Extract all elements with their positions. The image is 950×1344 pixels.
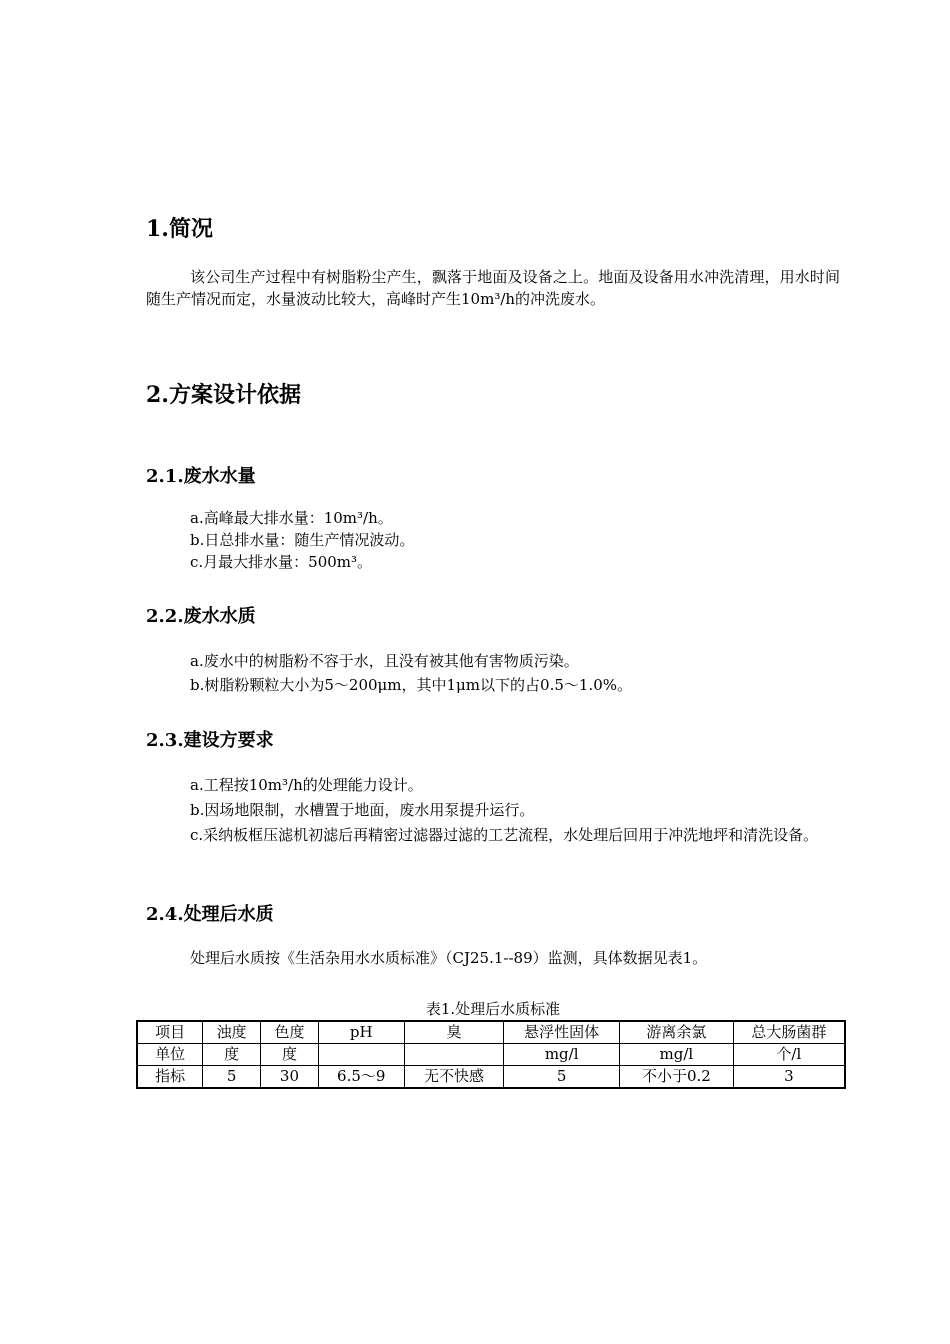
table-cell: 5	[203, 1066, 261, 1089]
section-2-2-item-a: a.废水中的树脂粉不容于水，且没有被其他有害物质污染。	[190, 652, 579, 670]
section-2-1-item-a: a.高峰最大排水量：10m³/h。	[190, 509, 393, 527]
section-2-3-item-a: a.工程按10m³/h的处理能力设计。	[190, 776, 423, 794]
table-cell: 浊度	[203, 1021, 261, 1044]
section-2-3-item-c: c.采纳板框压滤机初滤后再精密过滤器过滤的工艺流程，水处理后回用于冲洗地坪和清洗设备。	[190, 826, 819, 844]
section-2-1-item-c: c.月最大排水量：500m³。	[190, 553, 373, 571]
table-cell: 臭	[404, 1021, 504, 1044]
table-row	[137, 1021, 845, 1044]
table-cell: 总大肠菌群	[733, 1021, 845, 1044]
table-caption: 表1.处理后水质标准	[425, 1000, 561, 1018]
table-cell: 5	[504, 1066, 620, 1089]
table-row	[137, 1044, 845, 1066]
section-2-3-item-b: b.因场地限制，水槽置于地面，废水用泵提升运行。	[190, 801, 535, 819]
water-quality-table	[136, 1020, 846, 1089]
table-cell: 30	[261, 1066, 319, 1089]
section-1-title: 1.简况	[146, 216, 213, 242]
table-cell: mg/l	[504, 1044, 620, 1066]
table-cell: 指标	[137, 1066, 203, 1089]
table-cell	[404, 1044, 504, 1066]
section-2-2-title: 2.2.废水水质	[146, 606, 256, 627]
table-cell: 悬浮性固体	[504, 1021, 620, 1044]
table-cell: 游离余氯	[620, 1021, 734, 1044]
section-2-title: 2.方案设计依据	[146, 382, 301, 408]
table-row	[137, 1066, 845, 1089]
section-2-3-title: 2.3.建设方要求	[146, 730, 274, 751]
table-cell: mg/l	[620, 1044, 734, 1066]
section-2-1-item-b: b.日总排水量：随生产情况波动。	[190, 531, 415, 549]
table-cell: 单位	[137, 1044, 203, 1066]
section-2-2-item-b: b.树脂粉颗粒大小为5～200μm，其中1μm以下的占0.5～1.0%。	[190, 676, 632, 694]
section-1-paragraph: 该公司生产过程中有树脂粉尘产生，飘落于地面及设备之上。地面及设备用水冲洗清理，用水时间随生产情况而定，水量波动比较大，高峰时产生10m³/h的冲洗废水。	[146, 268, 840, 308]
table-cell: 不小于0.2	[620, 1066, 734, 1089]
table-cell: 项目	[137, 1021, 203, 1044]
table-cell: pH	[318, 1021, 404, 1044]
section-2-1-title: 2.1.废水水量	[146, 466, 256, 487]
section-2-4-title: 2.4.处理后水质	[146, 904, 274, 925]
table-cell: 6.5～9	[318, 1066, 404, 1089]
table-cell: 色度	[261, 1021, 319, 1044]
table-cell: 度	[261, 1044, 319, 1066]
table-cell: 无不快感	[404, 1066, 504, 1089]
section-2-4-paragraph: 处理后水质按《生活杂用水水质标准》（CJ25.1--89）监测，具体数据见表1。	[190, 949, 708, 967]
table-cell: 3	[733, 1066, 845, 1089]
table-cell: 度	[203, 1044, 261, 1066]
table-cell: 个/l	[733, 1044, 845, 1066]
table-cell	[318, 1044, 404, 1066]
